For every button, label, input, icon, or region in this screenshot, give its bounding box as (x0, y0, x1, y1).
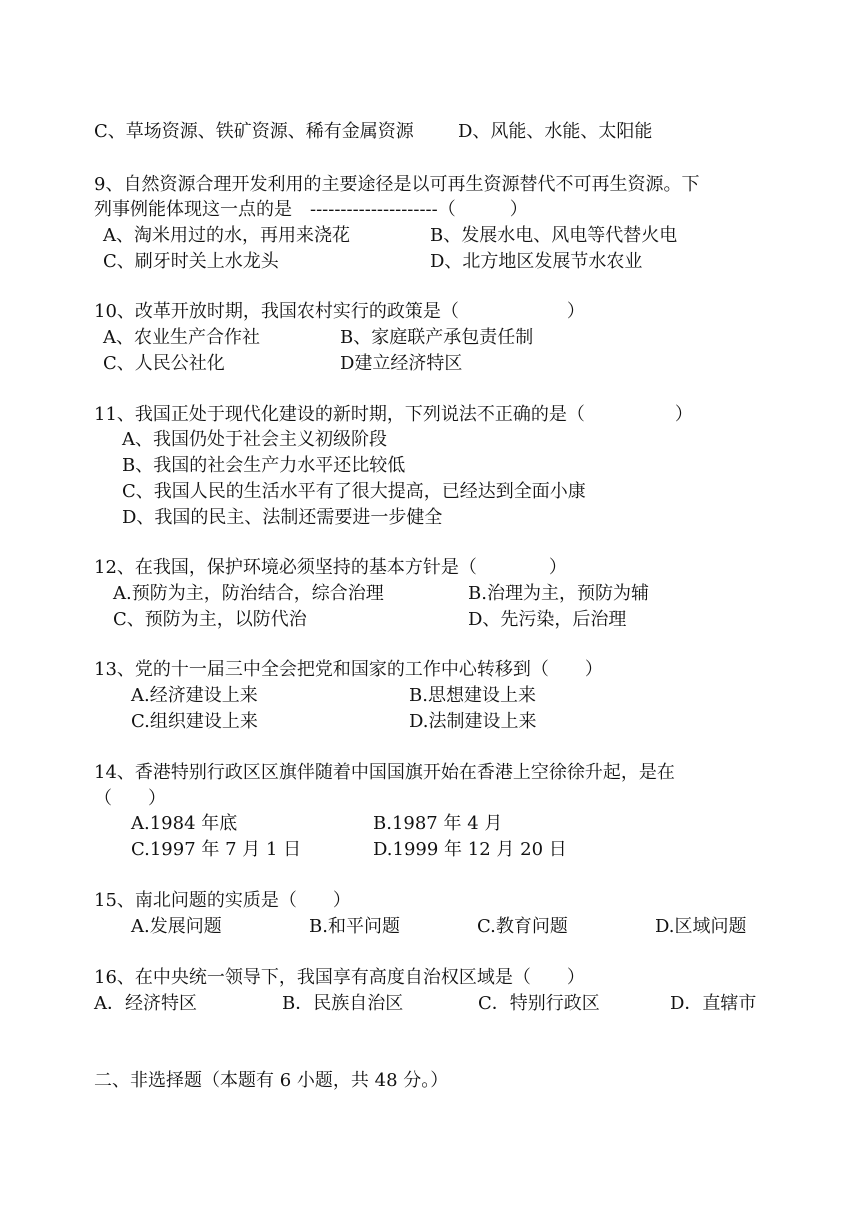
q15-stem: 15、南北问题的实质是（ ） (94, 890, 351, 911)
q9-option-a: A、淘米用过的水，再用来浇花 (103, 225, 350, 246)
q13-option-b: B.思想建设上来 (409, 685, 536, 706)
q9-stem-line1: 9、自然资源合理开发利用的主要途径是以可再生资源替代不可再生资源。下 (94, 174, 700, 195)
q13-option-a: A.经济建设上来 (131, 685, 258, 706)
q8-option-c: C、草场资源、铁矿资源、稀有金属资源 (94, 121, 414, 142)
q12-stem: 12、在我国，保护环境必须坚持的基本方针是（ ） (94, 557, 567, 578)
q14-option-c: C.1997 年 7 月 1 日 (131, 839, 302, 860)
q9-option-c: C、刷牙时关上水龙头 (103, 251, 279, 272)
q11-option-a: A、我国仍处于社会主义初级阶段 (122, 429, 387, 450)
q14-stem-line2: （ ） (94, 788, 166, 809)
q14-option-d: D.1999 年 12 月 20 日 (373, 839, 567, 860)
q15-option-c: C.教育问题 (477, 916, 568, 937)
q15-option-d: D.区域问题 (655, 916, 747, 937)
q12-option-d: D、先污染，后治理 (468, 609, 627, 630)
q15-option-a: A.发展问题 (131, 916, 222, 937)
q13-stem: 13、党的十一届三中全会把党和国家的工作中心转移到（ ） (94, 659, 603, 680)
q10-option-a: A、农业生产合作社 (103, 327, 260, 348)
q12-option-c: C、预防为主，以防代治 (113, 609, 307, 630)
q12-option-b: B.治理为主，预防为辅 (468, 583, 649, 604)
section-two-heading: 二、非选择题（本题有 6 小题，共 48 分。） (94, 1070, 449, 1091)
q16-option-b: B．民族自治区 (282, 993, 404, 1014)
q16-option-a: A．经济特区 (94, 993, 197, 1014)
q9-option-d: D、北方地区发展节水农业 (430, 251, 643, 272)
q11-stem: 11、我国正处于现代化建设的新时期，下列说法不正确的是（ ） (94, 404, 693, 425)
q15-option-b: B.和平问题 (309, 916, 400, 937)
q13-option-d: D.法制建设上来 (409, 711, 537, 732)
q16-option-c: C．特别行政区 (478, 993, 600, 1014)
q16-option-d: D．直辖市 (670, 993, 757, 1014)
q14-option-b: B.1987 年 4 月 (373, 813, 503, 834)
q13-option-c: C.组织建设上来 (131, 711, 258, 732)
q9-option-b: B、发展水电、风电等代替火电 (430, 225, 678, 246)
q11-option-b: B、我国的社会生产力水平还比较低 (122, 455, 406, 476)
q14-option-a: A.1984 年底 (131, 813, 238, 834)
q11-option-d: D、我国的民主、法制还需要进一步健全 (122, 507, 443, 528)
q10-option-b: B、家庭联产承包责任制 (340, 327, 534, 348)
q14-stem-line1: 14、香港特别行政区区旗伴随着中国国旗开始在香港上空徐徐升起，是在 (94, 762, 675, 783)
q16-stem: 16、在中央统一领导下，我国享有高度自治权区域是（ ） (94, 967, 585, 988)
q10-option-d: D建立经济特区 (340, 353, 463, 374)
q10-option-c: C、人民公社化 (103, 353, 225, 374)
q8-option-d: D、风能、水能、太阳能 (458, 121, 653, 142)
q11-option-c: C、我国人民的生活水平有了很大提高，已经达到全面小康 (122, 481, 586, 502)
q9-stem-line2: 列事例能体现这一点的是 ---------------------（ ） (94, 199, 528, 220)
q12-option-a: A.预防为主，防治结合，综合治理 (113, 583, 384, 604)
q10-stem: 10、改革开放时期，我国农村实行的政策是（ ） (94, 301, 585, 322)
